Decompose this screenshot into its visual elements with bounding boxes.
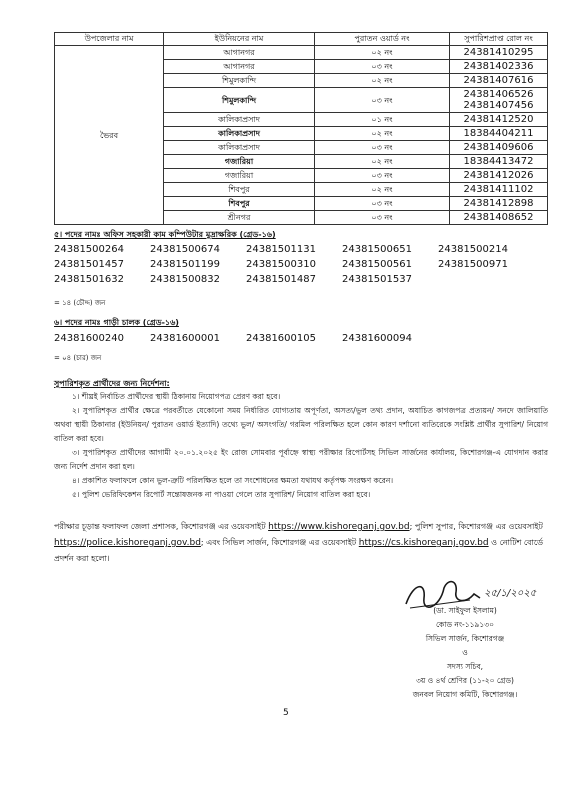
- ward-cell: ০২ নং: [315, 127, 450, 141]
- roll-number: 24381407456: [463, 100, 534, 111]
- page-number: 5: [283, 708, 289, 718]
- roll-cell: 24381412898: [450, 197, 548, 211]
- ward-cell: ০৩ নং: [315, 169, 450, 183]
- union-cell: আগানগর: [164, 46, 315, 60]
- result-publication-notice: [54, 519, 548, 567]
- union-cell: কালিকাপ্রসাদ: [164, 141, 315, 155]
- roll-number: 24381500264: [54, 244, 124, 255]
- roll-number: 24381500971: [438, 259, 508, 270]
- union-cell: কালিকাপ্রসাদ: [164, 113, 315, 127]
- section5-title: ৫। পদের নামঃ অফিস সহকারী কাম কম্পিউটার মুদ্রাক্ষরিক (গ্রেড-১৬): [54, 230, 276, 239]
- instruction-item: ৫। পুলিশ ভেরিফিকেশন রিপোর্ট সন্তোষজনক না পাওয়া গেলে তার সুপারিশ/ নিয়োগ বাতিল করা হবে।: [72, 490, 371, 499]
- signatory-name: (ডা. সাইফুল ইসলাম): [433, 606, 497, 615]
- col-upazila-header: উপজেলার নাম: [55, 33, 164, 46]
- signatory-and: ও: [462, 648, 468, 657]
- ward-cell: ০২ নং: [315, 155, 450, 169]
- roll-number: 24381501632: [54, 274, 124, 285]
- roll-number: 24381600105: [246, 333, 316, 344]
- union-cell: শ্রীনগর: [164, 211, 315, 225]
- ward-cell: ০৩ নং: [315, 88, 450, 113]
- ward-cell: ০১ নং: [315, 113, 450, 127]
- instruction-item: ৪। প্রকাশিত ফলাফলে কোন ভুল-ত্রুটি পরিলক্ষিত হলে তা সংশোধনের ক্ষমতা যথাযথ কর্তৃপক্ষ সংরক্ষণ করেন।: [72, 476, 394, 485]
- roll-cell: 24381412026: [450, 169, 548, 183]
- section6-title: ৬। পদের নামঃ গাড়ী চালক (গ্রেড-১৬): [54, 318, 179, 327]
- roll-number: 24381500310: [246, 259, 316, 270]
- signatory-committee: জনবল নিয়োগ কমিটি, কিশোরগঞ্জ।: [412, 690, 518, 699]
- union-cell: গজারিয়া: [164, 155, 315, 169]
- roll-number: 24381500561: [342, 259, 412, 270]
- roll-number: 24381500651: [342, 244, 412, 255]
- signatory-committee-grade: ৩য় ও ৪র্থ শ্রেণির (১১-২০ গ্রেড): [416, 676, 514, 685]
- roll-number: 24381501457: [54, 259, 124, 270]
- roll-number: 24381500674: [150, 244, 220, 255]
- union-cell: আগানগর: [164, 60, 315, 74]
- instruction-item: ১। শীঘ্রই নির্বাচিত প্রার্থীদের স্থায়ী ঠিকানায় নিয়োগপত্র প্রেরণ করা হবে।: [72, 392, 281, 401]
- section5-count: = ১৪ (চৌদ্দ) জন: [54, 299, 106, 307]
- cs-website-link[interactable]: https://cs.kishoreganj.gov.bd: [358, 538, 489, 548]
- instruction-item: ৩। সুপারিশকৃত প্রার্থীদের আগামী ২০.০১.২০২৫ ইং রোজ সোমবার পূর্বাহ্নে স্বাস্থ্য পরীক্ষার রিপোর্টসহ সিভিল সার্জনের কার্যালয়, কিশোরগঞ্জ-এ যোগদান করার জন্য নির্দেশ প্রদান করা হল।: [54, 448, 548, 471]
- signature-date: ২৫/১/২০২৫: [484, 588, 537, 599]
- signatory-designation: সিভিল সার্জন, কিশোরগঞ্জ: [425, 634, 505, 643]
- roll-cell: [450, 88, 548, 113]
- union-cell: শিমুলকান্দি: [164, 88, 315, 113]
- section6-roll-list: [54, 333, 534, 344]
- roll-cell: 18384404211: [450, 127, 548, 141]
- roll-number: 24381501487: [246, 274, 316, 285]
- table-row: [55, 46, 548, 60]
- instructions-list: [54, 390, 548, 502]
- instructions-title: সুপারিশকৃত প্রার্থীদের জন্য নির্দেশনা:: [54, 379, 170, 388]
- section6-count: = ০৪ (চার) জন: [54, 354, 102, 362]
- dc-website-link[interactable]: https://www.kishoreganj.gov.bd: [268, 522, 410, 532]
- roll-number: 24381501199: [150, 259, 220, 270]
- section5-roll-list: [54, 244, 534, 285]
- roll-number: 24381500832: [150, 274, 220, 285]
- roll-cell: 24381409606: [450, 141, 548, 155]
- roll-number: 24381406526: [463, 89, 534, 100]
- police-website-link[interactable]: https://police.kishoreganj.gov.bd: [54, 538, 201, 548]
- notice-text: পরীক্ষার চূড়ান্ত ফলাফল জেলা প্রশাসক, কিশোরগঞ্জ এর ওয়েবসাইট: [54, 522, 269, 531]
- notice-text: ; এবং সিভিল সার্জন, কিশোরগঞ্জ এর ওয়েবসাইট: [200, 538, 359, 547]
- union-cell: শিমুলকান্দি: [164, 74, 315, 88]
- ward-cell: ০৩ নং: [315, 197, 450, 211]
- recommended-roll-table: [54, 32, 548, 225]
- roll-number: 24381501131: [246, 244, 316, 255]
- col-union-header: ইউনিয়নের নাম: [164, 33, 315, 46]
- union-cell: শিবপুর: [164, 197, 315, 211]
- ward-cell: ০২ নং: [315, 74, 450, 88]
- union-cell: কালিকাপ্রসাদ: [164, 127, 315, 141]
- instruction-item: ২। সুপারিশকৃত প্রার্থীর ক্ষেত্রে পরবর্তীতে যেকোনো সময় নির্ধারিত যোগ্যতায় অপূর্ণতা, অসত্য/ভুল তথ্য প্রদান, অযাচিত কাগজপত্র প্রত্যয়ন/ সনদে জালিয়াতি অথবা স্থায়ী ঠিকানার (ইউনিয়ন/ পুরাতন ওয়ার্ড ইত্যাদি) তথ্যে ভুল/ অসংগতি/ গরমিল পরিলক্ষিত হলে কোন কারণ দর্শানো ব্যতিরেকে সংশ্লিষ্ট প্রার্থীর সুপারিশ/ নিয়োগ বাতিল করা হবে।: [54, 406, 548, 443]
- ward-cell: ০২ নং: [315, 183, 450, 197]
- col-ward-header: পুরাতন ওয়ার্ড নং: [315, 33, 450, 46]
- union-cell: শিবপুর: [164, 183, 315, 197]
- roll-cell: 24381410295: [450, 46, 548, 60]
- ward-cell: ০২ নং: [315, 46, 450, 60]
- signatory-code: কোড নং-১১৯১৩০: [435, 620, 494, 629]
- roll-cell: 24381412520: [450, 113, 548, 127]
- roll-cell: 24381408652: [450, 211, 548, 225]
- roll-number: 24381501537: [342, 274, 412, 285]
- roll-cell: 24381402336: [450, 60, 548, 74]
- roll-cell: 24381407616: [450, 74, 548, 88]
- col-roll-header: সুপারিশপ্রাপ্ত রোল নং: [450, 33, 548, 46]
- notice-text: ও নোটিশ বোর্ডে প্রদর্শন করা হলো।: [54, 538, 543, 563]
- table-header-row: [55, 33, 548, 46]
- roll-number: 24381600094: [342, 333, 412, 344]
- roll-cell: 18384413472: [450, 155, 548, 169]
- ward-cell: ০৩ নং: [315, 141, 450, 155]
- signatory-role: সদস্য সচিব,: [446, 662, 484, 671]
- union-cell: গজারিয়া: [164, 169, 315, 183]
- roll-cell: 24381411102: [450, 183, 548, 197]
- notice-text: ; পুলিশ সুপার, কিশোরগঞ্জ এর ওয়েবসাইট: [409, 522, 543, 531]
- upazila-cell: ভৈরব: [55, 46, 164, 225]
- ward-cell: ০৩ নং: [315, 211, 450, 225]
- signature-block: [380, 604, 550, 702]
- ward-cell: ০৩ নং: [315, 60, 450, 74]
- roll-number: 24381600001: [150, 333, 220, 344]
- roll-number: 24381500214: [438, 244, 508, 255]
- roll-number: 24381600240: [54, 333, 124, 344]
